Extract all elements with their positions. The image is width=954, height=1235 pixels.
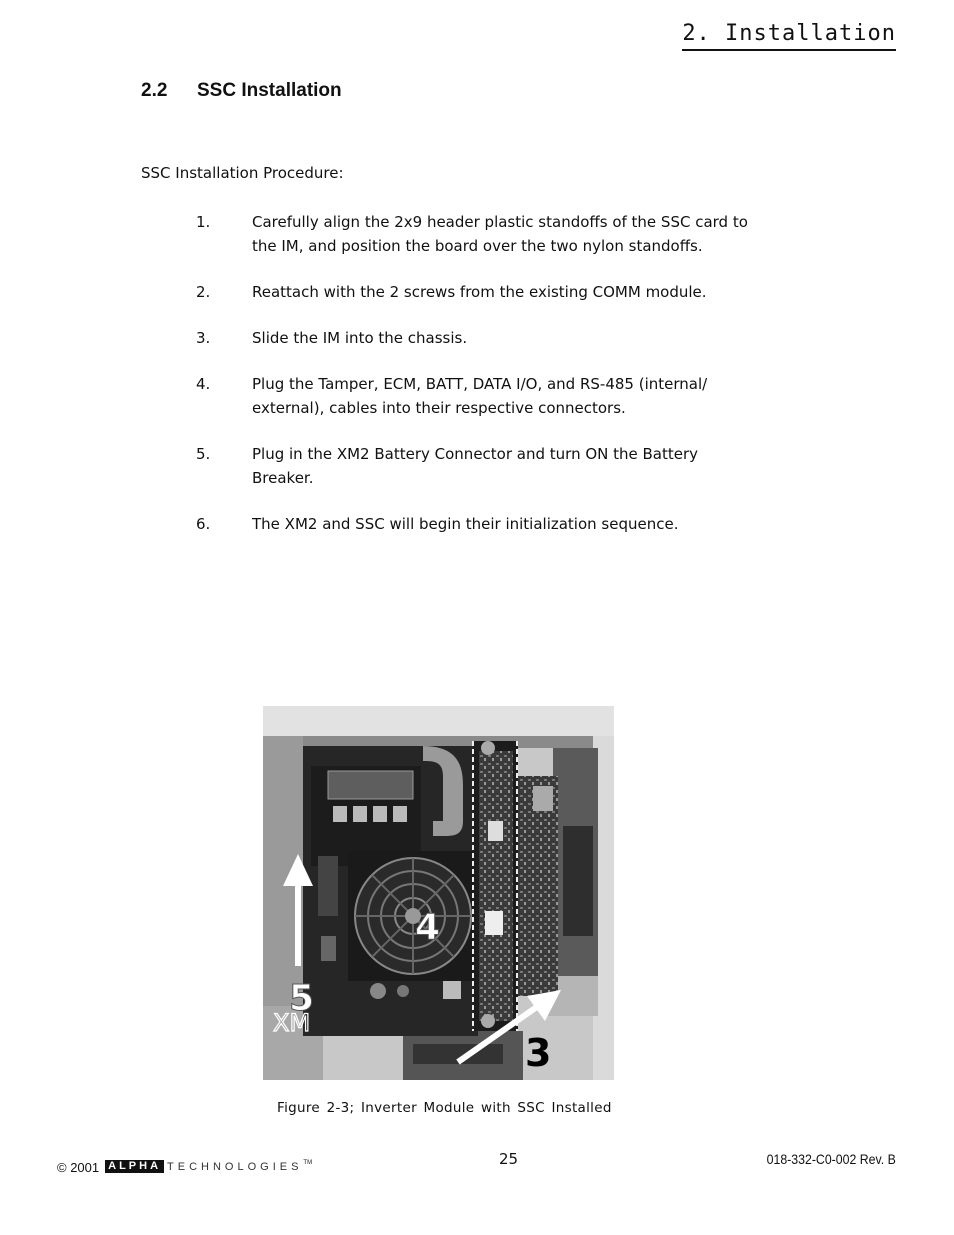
callout-4: 4: [415, 907, 441, 948]
step-text: Reattach with the 2 screws from the existing COMM module.: [252, 283, 707, 301]
step-number: 3.: [196, 329, 211, 347]
section-title-text: SSC Installation: [197, 80, 342, 101]
step-item: [196, 372, 776, 420]
xm-logo-text: XM: [273, 1009, 311, 1037]
step-text: Slide the IM into the chassis.: [252, 329, 468, 347]
step-item: [196, 326, 776, 350]
step-text: Plug the Tamper, ECM, BATT, DATA I/O, and RS-485 (internal/ external), cables into their respective connectors.: [252, 375, 708, 417]
step-number: 2.: [196, 283, 211, 301]
procedure-steps: [196, 210, 776, 558]
step-number: 5.: [196, 445, 211, 463]
company-logo: [105, 1160, 312, 1173]
step-item: [196, 442, 776, 490]
logo-trademark: TM: [303, 1160, 313, 1166]
step-text: The XM2 and SSC will begin their initialization sequence.: [252, 515, 679, 533]
step-text: Plug in the XM2 Battery Connector and turn ON the Battery Breaker.: [252, 445, 699, 487]
section-number: 2.2: [141, 80, 168, 101]
callout-3: 3: [525, 1031, 552, 1075]
copyright-text: © 2001: [57, 1160, 100, 1175]
step-item: [196, 280, 776, 304]
callout-5: 5: [289, 978, 315, 1019]
logo-alpha: ALPHA: [105, 1160, 164, 1173]
chapter-header: 2. Installation: [682, 20, 896, 51]
step-item: [196, 210, 776, 258]
procedure-intro: SSC Installation Procedure:: [141, 164, 344, 182]
step-number: 4.: [196, 375, 211, 393]
figure-caption: Figure 2-3; Inverter Module with SSC Installed: [277, 1100, 612, 1116]
section-title: [141, 80, 342, 102]
step-number: 6.: [196, 515, 211, 533]
copyright: [57, 1160, 312, 1175]
step-number: 1.: [196, 213, 211, 231]
inverter-module-photo: [263, 706, 614, 1080]
step-item: [196, 512, 776, 536]
logo-technologies: TECHNOLOGIES: [167, 1160, 303, 1173]
document-number: 018-332-C0-002 Rev. B: [766, 1151, 896, 1167]
page-number: 25: [499, 1150, 519, 1168]
photo-illustration: [263, 706, 614, 1080]
step-text: Carefully align the 2x9 header plastic standoffs of the SSC card to the IM, and position the board over the two nylon standoffs.: [252, 213, 748, 255]
